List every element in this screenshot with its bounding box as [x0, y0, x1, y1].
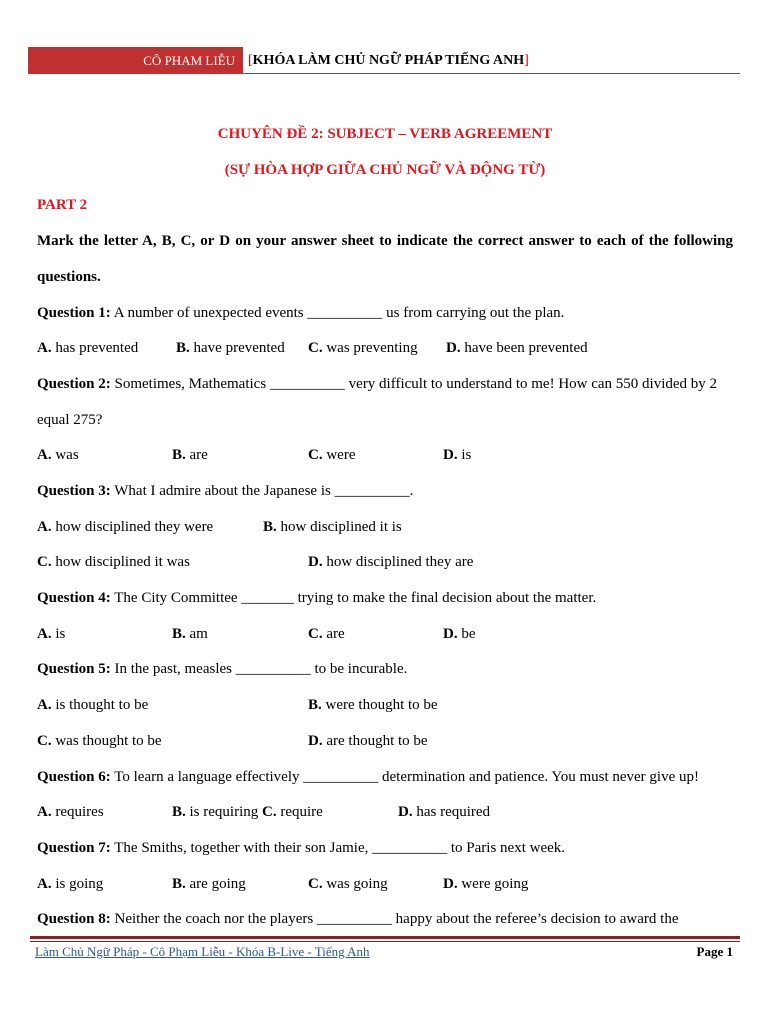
option-b: [308, 688, 438, 724]
option-text: how disciplined it is: [280, 518, 402, 535]
option-text: are: [189, 447, 208, 464]
option-letter: D.: [398, 804, 413, 821]
question-label: Question 5:: [37, 661, 111, 678]
option-text: are: [326, 625, 345, 642]
question-text: In the past, measles __________ to be incurable.: [114, 661, 408, 678]
footer-rule-thin: [30, 941, 740, 942]
option-letter: C.: [308, 447, 323, 464]
option-letter: A.: [37, 447, 52, 464]
part-heading: PART 2: [37, 197, 88, 214]
option-text: are thought to be: [326, 732, 428, 749]
option-text: were thought to be: [325, 697, 438, 714]
footer-rule-thick: [30, 936, 740, 939]
option-c: [37, 724, 162, 760]
option-b: [172, 438, 208, 474]
option-a: [37, 331, 138, 367]
option-b: [172, 617, 208, 653]
option-c: [308, 617, 345, 653]
option-text: is: [461, 447, 472, 464]
option-c: [37, 545, 190, 581]
option-letter: A.: [37, 875, 52, 892]
worksheet-body: [37, 117, 733, 938]
option-a: [37, 688, 148, 724]
question-text: The Smiths, together with their son Jamie, __________ to Paris next week.: [114, 839, 566, 856]
option-text: was: [55, 447, 79, 464]
option-letter: C.: [308, 625, 323, 642]
options-row: [37, 724, 733, 760]
option-text: has required: [416, 804, 491, 821]
question-3: [37, 474, 733, 510]
page-subtitle: (SỰ HÒA HỢP GIỮA CHỦ NGỮ VÀ ĐỘNG TỪ): [224, 161, 546, 178]
option-d: [443, 617, 476, 653]
option-letter: A.: [37, 804, 52, 821]
header-bracket-right: ]: [524, 53, 529, 68]
option-text: are going: [189, 875, 246, 892]
option-a: [37, 617, 65, 653]
option-text: was going: [326, 875, 388, 892]
option-letter: C.: [262, 804, 277, 821]
question-label: Question 2:: [37, 375, 111, 392]
options-row: [37, 795, 733, 831]
option-letter: A.: [37, 625, 52, 642]
option-letter: C.: [37, 732, 52, 749]
footer-course-link[interactable]: Làm Chủ Ngữ Pháp - Cô Phạm Liễu - Khóa B-Live - Tiếng Anh: [35, 944, 370, 959]
option-a: [37, 438, 79, 474]
option-text: is thought to be: [55, 697, 149, 714]
option-a: [37, 510, 213, 546]
question-label: Question 7:: [37, 839, 111, 856]
option-text: has prevented: [55, 340, 139, 357]
options-row: [37, 617, 733, 653]
option-letter: B.: [176, 340, 190, 357]
option-text: how disciplined it was: [55, 554, 190, 571]
question-text: A number of unexpected events __________ us from carrying out the plan.: [113, 304, 565, 321]
option-text: were: [326, 447, 356, 464]
option-text: is: [55, 625, 66, 642]
option-letter: D.: [308, 732, 323, 749]
option-text: be: [461, 625, 476, 642]
option-letter: B.: [172, 447, 186, 464]
option-text: was thought to be: [55, 732, 162, 749]
instructions: Mark the letter A, B, C, or D on your answer sheet to indicate the correct answer to each of the following questions.: [37, 233, 733, 285]
question-text: Neither the coach nor the players __________ happy about the referee’s decision to award the: [114, 911, 679, 928]
question-1: [37, 296, 733, 332]
options-row: [37, 688, 733, 724]
option-d: [443, 867, 528, 903]
option-letter: B.: [172, 625, 186, 642]
option-b: [172, 867, 246, 903]
options-row: [37, 545, 733, 581]
option-letter: D.: [443, 625, 458, 642]
option-letter: B.: [308, 697, 322, 714]
page-number: Page 1: [696, 944, 733, 959]
question-label: Question 8:: [37, 911, 111, 928]
question-label: Question 4:: [37, 590, 111, 607]
option-text: have prevented: [193, 340, 285, 357]
options-row: [37, 510, 733, 546]
option-c: [262, 795, 323, 831]
options-row: [37, 867, 733, 903]
option-letter: D.: [446, 340, 461, 357]
option-d: [443, 438, 471, 474]
option-text: how disciplined they are: [326, 554, 474, 571]
option-a: [37, 795, 104, 831]
question-5: [37, 652, 733, 688]
option-c: [308, 867, 388, 903]
question-label: Question 6:: [37, 768, 111, 785]
option-d: [446, 331, 588, 367]
option-d: [308, 724, 428, 760]
option-letter: B.: [263, 518, 277, 535]
option-letter: C.: [37, 554, 52, 571]
question-text: Sometimes, Mathematics __________ very difficult to understand to me! How can 550 divided by 2 equal 275?: [37, 375, 718, 428]
option-b: [176, 331, 285, 367]
option-text: am: [189, 625, 208, 642]
question-4: [37, 581, 733, 617]
question-label: Question 1:: [37, 304, 111, 321]
question-8: [37, 902, 733, 938]
question-text: To learn a language effectively __________ determination and patience. You must never give up!: [114, 768, 700, 785]
question-label: Question 3:: [37, 483, 111, 499]
option-letter: C.: [308, 875, 323, 892]
option-d: [308, 545, 473, 581]
option-text: requires: [55, 804, 104, 821]
options-row: [37, 438, 733, 474]
option-text: is requiring: [189, 804, 259, 821]
question-7: [37, 831, 733, 867]
header-teacher-box: [28, 47, 243, 74]
option-letter: A.: [37, 340, 52, 357]
option-b: [172, 795, 258, 831]
option-text: were going: [461, 875, 529, 892]
option-text: is going: [55, 875, 104, 892]
header-bracket-left: [: [248, 53, 253, 68]
question-text: What I admire about the Japanese is __________.: [114, 483, 414, 499]
option-text: how disciplined they were: [55, 518, 214, 535]
option-b: [263, 510, 402, 546]
option-letter: A.: [37, 518, 52, 535]
header-rule: [243, 73, 740, 74]
option-c: [308, 438, 356, 474]
question-2: [37, 367, 733, 438]
option-letter: A.: [37, 697, 52, 714]
option-letter: D.: [443, 447, 458, 464]
option-text: require: [280, 804, 323, 821]
option-a: [37, 867, 103, 903]
option-c: [308, 331, 418, 367]
header-course-title: [248, 47, 529, 74]
page-title: CHUYÊN ĐỀ 2: SUBJECT – VERB AGREEMENT: [217, 126, 553, 142]
option-d: [398, 795, 490, 831]
option-text: have been prevented: [464, 340, 588, 357]
question-6: [37, 760, 733, 796]
option-letter: B.: [172, 875, 186, 892]
option-letter: D.: [308, 554, 323, 571]
options-row: [37, 331, 733, 367]
option-letter: B.: [172, 804, 186, 821]
option-text: was preventing: [326, 340, 418, 357]
option-letter: C.: [308, 340, 323, 357]
header-course-name: KHÓA LÀM CHỦ NGỮ PHÁP TIẾNG ANH: [252, 53, 525, 68]
question-text: The City Committee _______ trying to make the final decision about the matter.: [114, 590, 597, 607]
header-teacher-name: CÔ PHAM LIỄU: [143, 53, 235, 68]
option-letter: D.: [443, 875, 458, 892]
